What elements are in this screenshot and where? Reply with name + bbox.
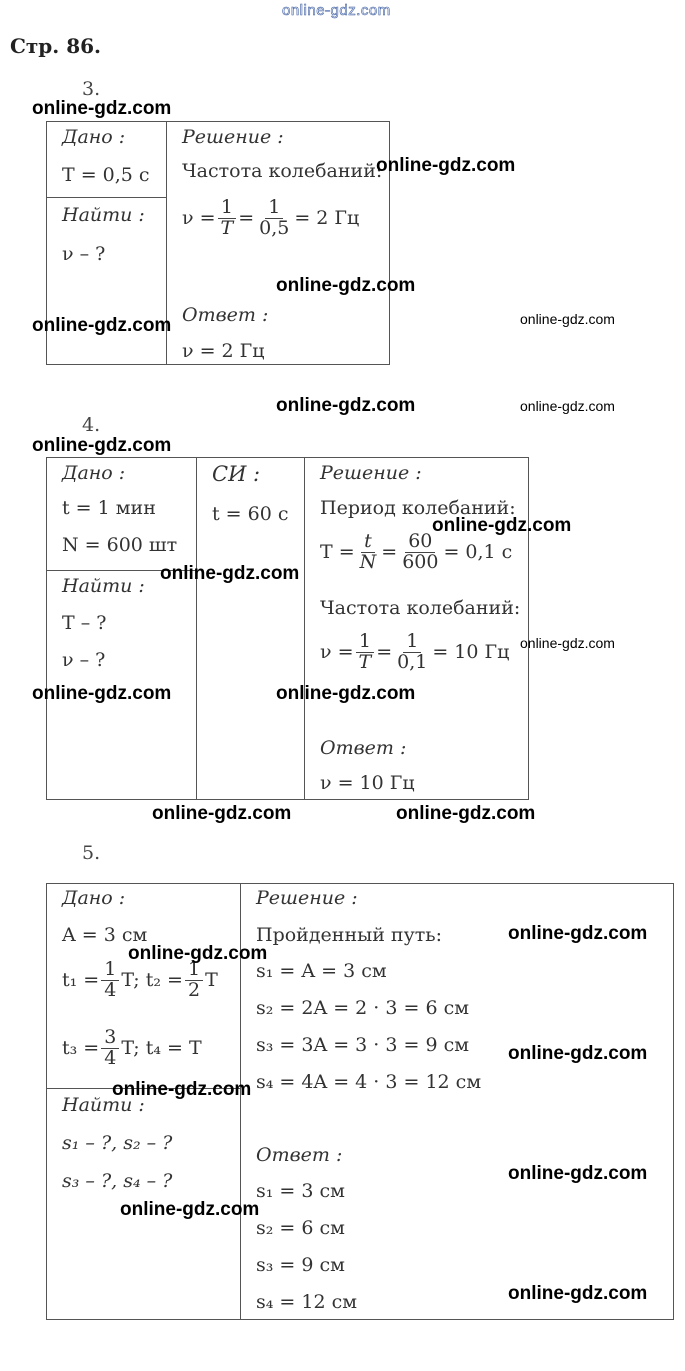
p3-answer-label: Ответ :	[182, 304, 269, 326]
watermark: online-gdz.com	[520, 635, 615, 651]
p4-period-label: Период колебаний:	[320, 497, 516, 519]
p5-answer-s3: s₃ = 9 см	[256, 1254, 345, 1276]
watermark: online-gdz.com	[160, 563, 300, 584]
p3-answer: ν = 2 Гц	[182, 340, 265, 362]
p5-given-t1-t2: t₁ = $\frac{1}{4}$ T; t₂ = $\frac{1}{2}$ T	[62, 958, 218, 1001]
p4-answer-label: Ответ :	[320, 737, 407, 759]
watermark: online-gdz.com	[276, 395, 416, 416]
problem-4-number: 4.	[82, 414, 101, 436]
p5-s1: s₁ = A = 3 см	[256, 960, 387, 982]
watermark: online-gdz.com	[152, 803, 292, 824]
p5-s2: s₂ = 2A = 2 · 3 = 6 см	[256, 997, 470, 1019]
watermark: online-gdz.com	[120, 1199, 260, 1220]
problem-3-number: 3.	[82, 78, 101, 100]
watermark: online-gdz.com	[112, 1079, 252, 1100]
p3-given: T = 0,5 с	[62, 164, 150, 186]
p4-si-value: t = 60 с	[212, 503, 289, 525]
p4-given-label: Дано :	[62, 462, 126, 484]
p5-given-label: Дано :	[62, 887, 126, 909]
watermark: online-gdz.com	[508, 1163, 648, 1184]
p3-find: ν – ?	[62, 243, 106, 265]
p5-given-a: A = 3 см	[62, 924, 148, 946]
page-title: Стр. 86.	[10, 34, 102, 58]
p5-answer-s4: s₄ = 12 см	[256, 1291, 358, 1313]
watermark: online-gdz.com	[396, 803, 536, 824]
p4-solution-label: Решение :	[320, 462, 422, 484]
problem-5-number: 5.	[82, 842, 101, 864]
p4-freq-label: Частота колебаний:	[320, 597, 521, 619]
p3-given-label: Дано :	[62, 126, 126, 148]
p3-solution-label: Решение :	[182, 126, 284, 148]
watermark: online-gdz.com	[276, 275, 416, 296]
p4-given-2: N = 600 шт	[62, 534, 178, 556]
watermark: online-gdz.com	[520, 311, 615, 327]
watermark: online-gdz.com	[128, 943, 268, 964]
p5-find-label: Найти :	[62, 1094, 145, 1116]
p5-s3: s₃ = 3A = 3 · 3 = 9 см	[256, 1034, 470, 1056]
p3-find-label: Найти :	[62, 204, 145, 226]
watermark: online-gdz.com	[508, 1283, 648, 1304]
watermark: online-gdz.com	[32, 98, 172, 119]
p4-find-1: T – ?	[62, 612, 107, 634]
watermark: online-gdz.com	[508, 923, 648, 944]
p4-period-formula: T = $\frac{t}{N}$ = $\frac{60}{600}$ = 0,1 с	[320, 530, 513, 573]
p5-find-1: s₁ – ?, s₂ – ?	[62, 1132, 173, 1154]
p4-find-2: ν – ?	[62, 649, 106, 671]
watermark: online-gdz.com	[376, 155, 516, 176]
watermark: online-gdz.com	[432, 515, 572, 536]
p5-answer-s1: s₁ = 3 см	[256, 1180, 345, 1202]
p4-freq-formula: ν = $\frac{1}{T}$ = $\frac{1}{0,1}$ = 10 Гц	[320, 630, 510, 673]
watermark: online-gdz.com	[32, 683, 172, 704]
watermark-top: online-gdz.com	[282, 2, 391, 19]
p5-path-label: Пройденный путь:	[256, 924, 443, 946]
p5-given-t3-t4: t₃ = $\frac{3}{4}$ T; t₄ = T	[62, 1026, 202, 1069]
p5-solution-label: Решение :	[256, 887, 358, 909]
watermark: online-gdz.com	[276, 683, 416, 704]
p5-s4: s₄ = 4A = 4 · 3 = 12 см	[256, 1071, 482, 1093]
p5-answer-s2: s₂ = 6 см	[256, 1217, 345, 1239]
p4-given-1: t = 1 мин	[62, 497, 156, 519]
p4-answer: ν = 10 Гц	[320, 772, 415, 794]
watermark: online-gdz.com	[32, 435, 172, 456]
p4-find-label: Найти :	[62, 575, 145, 597]
p3-formula: ν = $\frac{1}{T}$ = $\frac{1}{0,5}$ = 2 Гц	[182, 196, 360, 239]
p3-freq-label: Частота колебаний:	[182, 160, 383, 182]
watermark: online-gdz.com	[32, 315, 172, 336]
p4-si-label: СИ :	[212, 462, 261, 486]
watermark: online-gdz.com	[520, 398, 615, 414]
p5-answer-label: Ответ :	[256, 1144, 343, 1166]
p5-find-2: s₃ – ?, s₄ – ?	[62, 1170, 173, 1192]
watermark: online-gdz.com	[508, 1043, 648, 1064]
